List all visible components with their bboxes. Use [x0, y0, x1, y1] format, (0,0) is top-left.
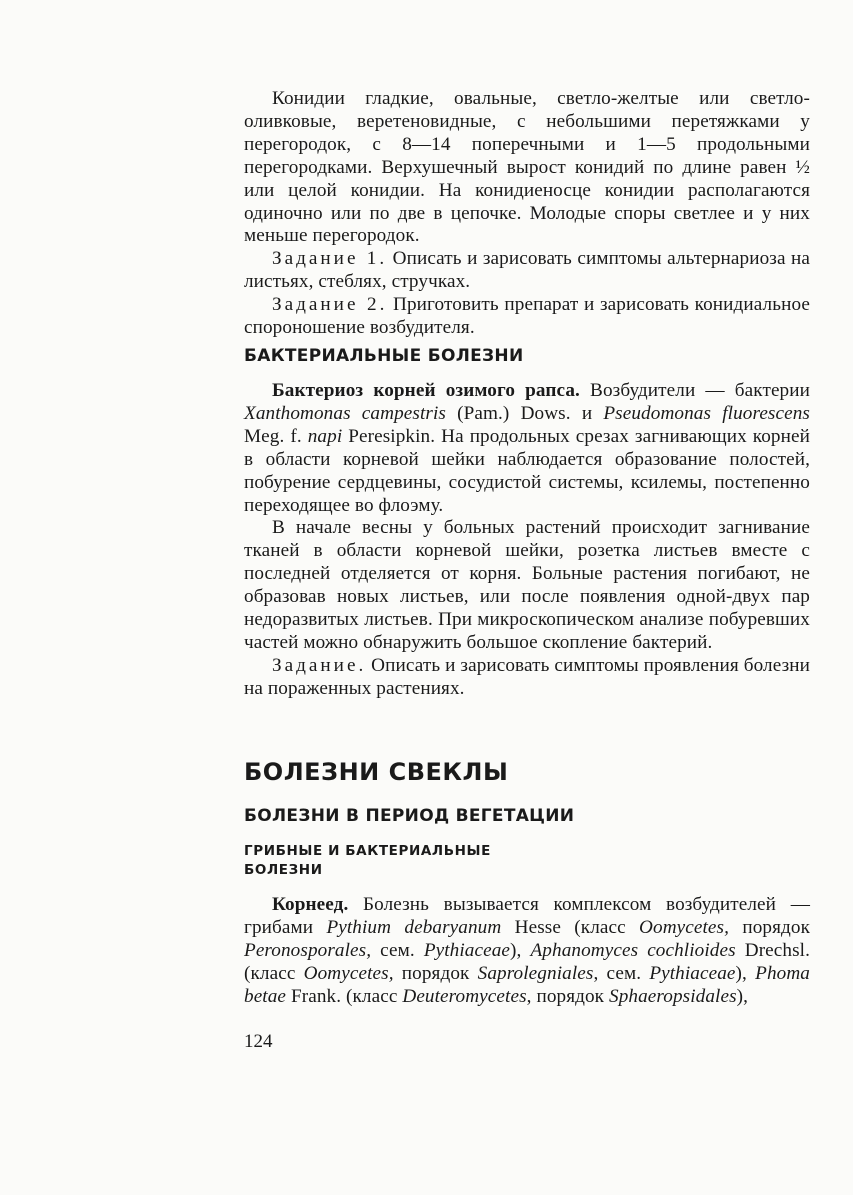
heading-fungal-line-1: ГРИБНЫЕ И БАКТЕРИАЛЬНЫЕ: [244, 843, 491, 859]
task-1-text: Описать и зарисовать симптомы альтернариоза на листьях, стеблях, стручках.: [244, 248, 811, 293]
korneed-text-k: , порядок: [526, 985, 610, 1007]
korneed-text-c: порядок: [729, 916, 810, 938]
korneed-text-i: ),: [735, 962, 756, 984]
species-phoma: Phoma betae: [244, 962, 810, 1007]
task-2-paragraph: [244, 294, 810, 340]
task-3-text: Описать и зарисовать симптомы проявления болезни на пораженных растениях.: [244, 654, 810, 699]
korneed-text-l: ),: [736, 985, 749, 1007]
korneed-section: [244, 894, 810, 1009]
order-sphaeropsidales: Sphaeropsidales: [609, 985, 737, 1007]
species-napi: napi: [307, 425, 343, 447]
korneed-text-f: Drechsl. (класс: [244, 939, 810, 984]
family-pythiaceae-2: Pythiaceae: [649, 962, 736, 984]
conidia-section: [244, 88, 810, 340]
class-oomycetes-2: Oomycetes,: [303, 962, 394, 984]
korneed-text-g: порядок: [393, 962, 478, 984]
bacteriosis-paragraph: [244, 380, 810, 517]
conidia-paragraph: Конидии гладкие, овальные, светло-желтые или светло-оливковые, веретеновидные, с небольшими перетяжками у перегородок, с 8—14 поперечными и 1—5 продольными перегородками. Верхушечный вырост конидий по длине равен ½ или целой конидии. На конидиеносце конидии располагаются одиночно или по две в цепочке. Молодые споры светлее и у них меньше перегородок.: [244, 88, 810, 247]
bacteriosis-text-c: Meg. f.: [244, 425, 308, 447]
task-2-text: Приготовить препарат и зарисовать конидиальное спороношение возбудителя.: [244, 294, 810, 339]
bacteriosis-text-b: (Pam.) Dows. и: [445, 402, 604, 424]
korneed-text-h: , сем.: [593, 962, 650, 984]
heading-fungal-line-2: БОЛЕЗНИ: [244, 862, 323, 878]
order-saprolegniales: Saprolegniales: [477, 962, 594, 984]
bacteriosis-section: [244, 380, 810, 701]
heading-beet-diseases: БОЛЕЗНИ СВЕКЛЫ: [244, 758, 509, 786]
korneed-text-d: сем.: [371, 939, 424, 961]
spring-paragraph: В начале весны у больных растений происходит загнивание тканей в области корневой шейки, розетка листьев вместе с последней отделяется от корня. Больные растения погибают, не образовав новых листьев, или после появления одной-двух пар недоразвитых листьев. При микроскопическом анализе побуревших частей можно обнаружить большое скопление бактерий.: [244, 517, 810, 653]
bacteriosis-text-a: Возбудители — бактерии: [579, 380, 810, 401]
family-pythiaceae-1: Pythiaceae: [423, 939, 511, 961]
page-number: 124: [244, 1031, 273, 1052]
korneed-title: Корнеед.: [272, 894, 349, 915]
order-peronosporales: Peronosporales,: [244, 939, 372, 961]
task-1-label: Задание 1.: [272, 248, 388, 270]
heading-bacterial-diseases: БАКТЕРИАЛЬНЫЕ БОЛЕЗНИ: [244, 346, 524, 366]
species-aphanomyces: Aphanomyces cochlioides: [530, 939, 736, 961]
korneed-text-b: Hesse (класс: [501, 916, 640, 938]
heading-fungal-bacterial: [244, 842, 810, 880]
species-pseudomonas: Pseudomonas fluorescens: [603, 402, 810, 424]
korneed-text-a: Болезнь вызывается комплексом возбудителей — грибами: [244, 894, 810, 938]
class-oomycetes-1: Oomycetes,: [639, 916, 730, 938]
task-3-paragraph: [244, 655, 810, 701]
species-pythium: Pythium debaryanum: [326, 916, 502, 938]
heading-vegetation-period: БОЛЕЗНИ В ПЕРИОД ВЕГЕТАЦИИ: [244, 806, 575, 826]
korneed-text-e: ),: [510, 939, 531, 961]
task-3-label: Задание.: [272, 654, 367, 676]
task-2-label: Задание 2.: [272, 294, 388, 316]
korneed-paragraph: [244, 894, 810, 1009]
bacteriosis-title: Бактериоз корней озимого рапса.: [272, 380, 580, 401]
class-deuteromycetes: Deuteromycetes: [402, 985, 527, 1007]
species-xanthomonas: Xanthomonas campestris: [244, 402, 446, 424]
bacteriosis-text-d: Peresipkin. На продольных срезах загнивающих корней в области корневой шейки наблюдается образование полостей, побурение сердцевины, сосудистой системы, ксилемы, постепенно переходящее во флоэму.: [244, 425, 810, 516]
task-1-paragraph: [244, 248, 810, 294]
korneed-text-j: Frank. (класс: [286, 985, 403, 1007]
